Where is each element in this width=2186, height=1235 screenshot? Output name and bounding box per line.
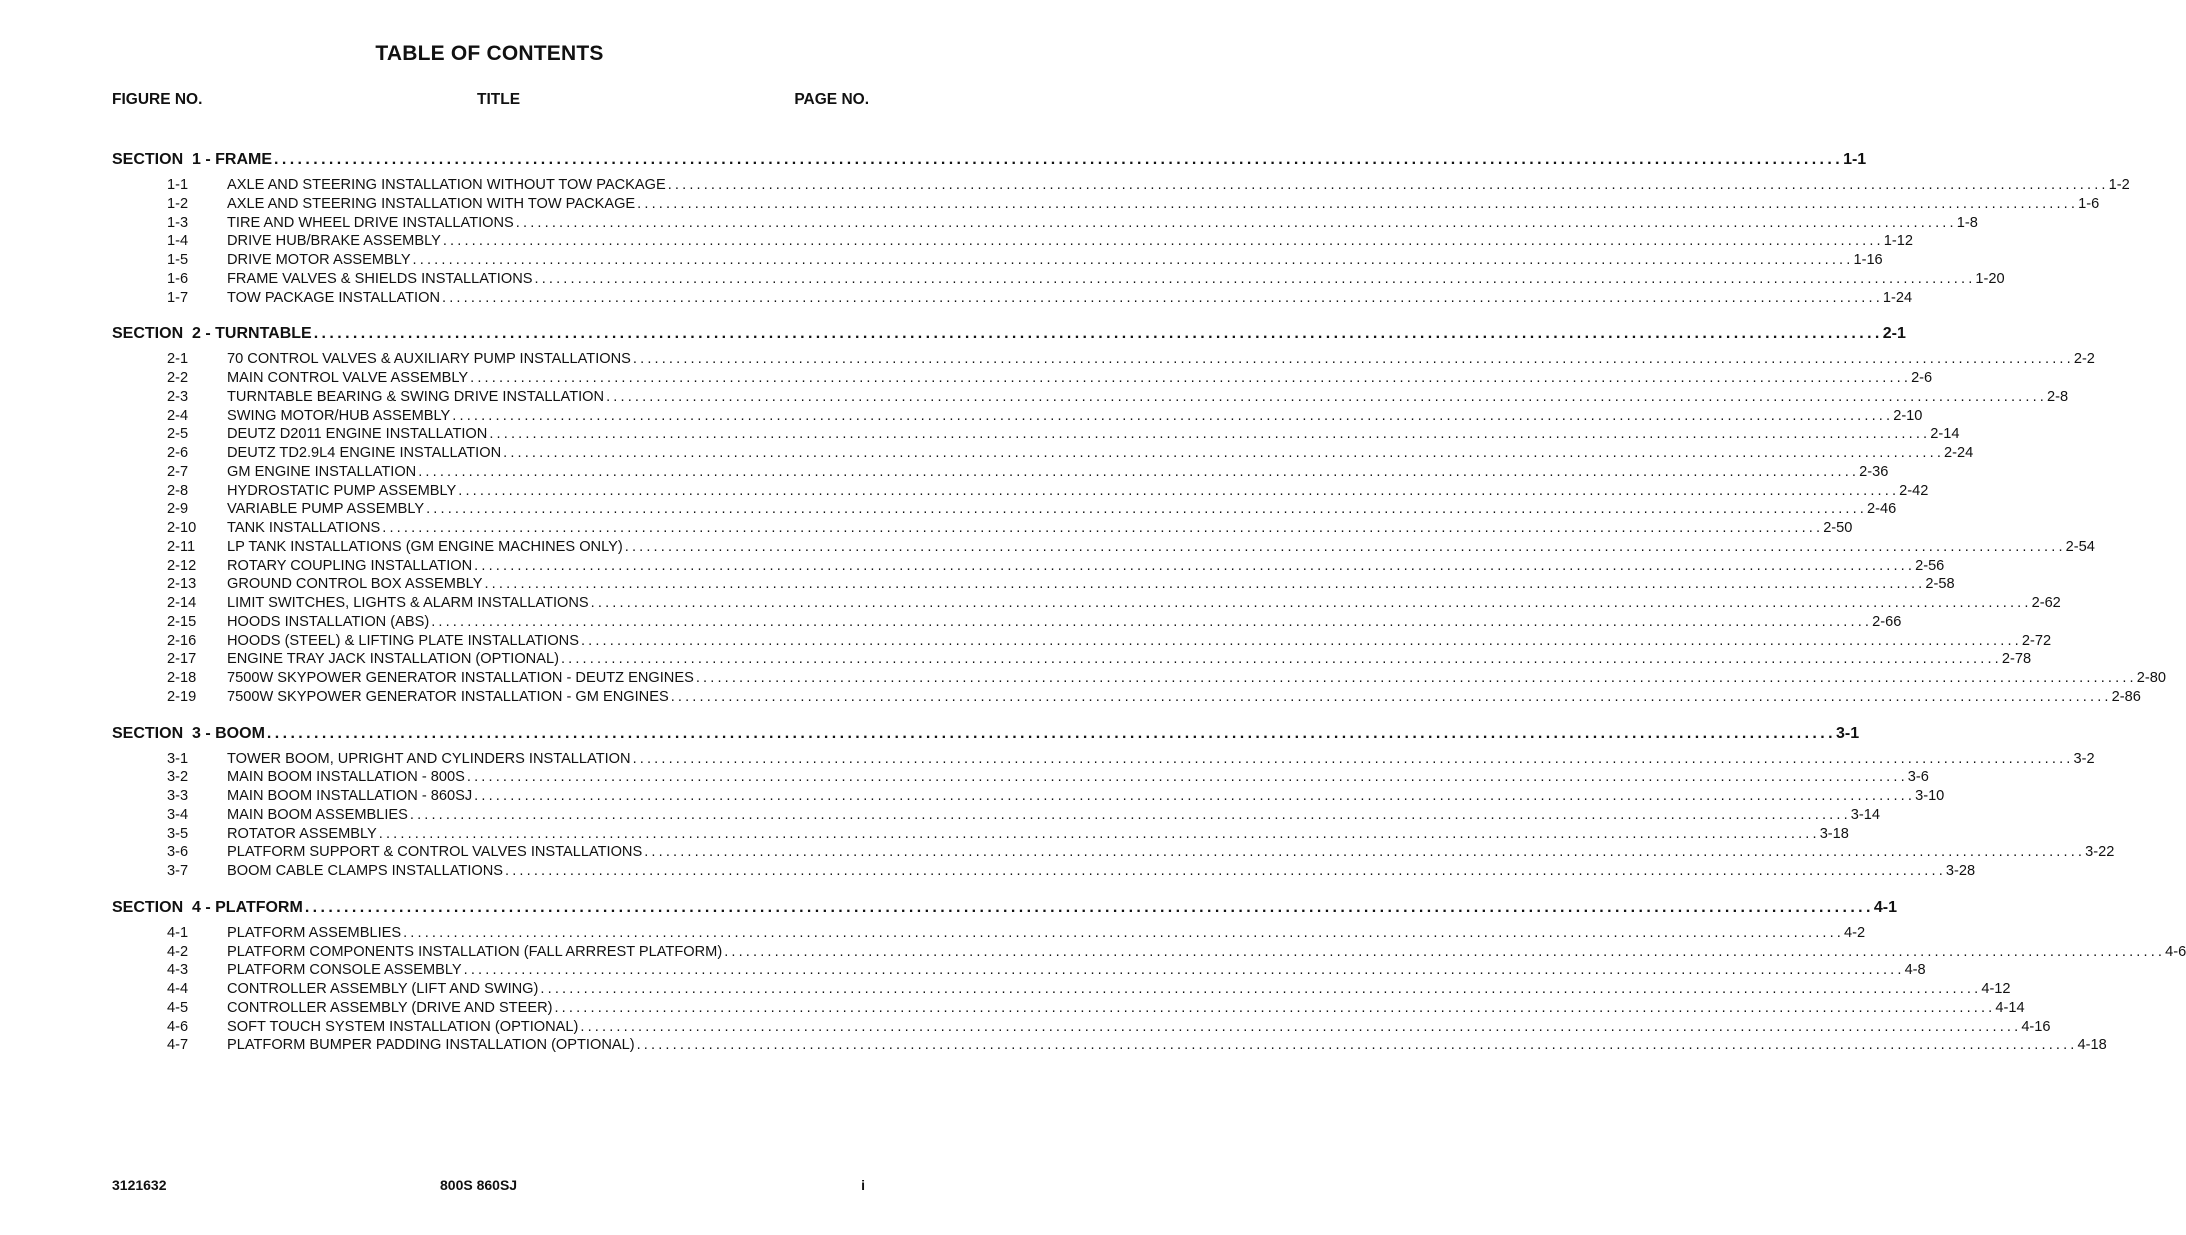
dot-leader: ........................................................................................................................................................................................................ [590, 595, 2032, 611]
figure-number: 2-3 [167, 388, 189, 405]
figure-title: 7500W SKYPOWER GENERATOR INSTALLATION - GM ENGINES [227, 688, 669, 705]
figure-title: MAIN CONTROL VALVE ASSEMBLY [227, 370, 469, 386]
dot-leader: ........................................................................................................................................................................................................ [484, 576, 1926, 593]
figure-title: GM ENGINE INSTALLATION [227, 463, 417, 480]
figure-number: 2-5 [167, 426, 189, 443]
figure-title: FRAME VALVES & SHIELDS INSTALLATIONS [227, 270, 533, 287]
section-page-number: 3-1 [1835, 724, 1860, 742]
figure-title: LIMIT SWITCHES, LIGHTS & ALARM INSTALLATIONS [227, 595, 589, 611]
figure-page-number: 4-16 [2021, 1018, 2051, 1035]
toc-entry[interactable] [112, 651, 2032, 670]
toc-entry[interactable] [112, 445, 1974, 464]
dot-leader: ........................................................................................................................................................................................................ [667, 177, 2109, 193]
figure-title: TURNTABLE BEARING & SWING DRIVE INSTALLATION [227, 388, 605, 405]
figure-title: 7500W SKYPOWER GENERATOR INSTALLATION - DEUTZ ENGINES [227, 670, 694, 686]
dot-leader: ........................................................................................................................................................................................................ [470, 370, 1912, 386]
toc-entry[interactable] [112, 270, 2005, 290]
section-heading-row[interactable] [112, 151, 1867, 175]
toc-entry[interactable] [112, 844, 2115, 863]
figure-number: 1-3 [167, 214, 189, 231]
figure-page-number: 4-2 [1844, 924, 1866, 941]
figure-number: 1-1 [167, 177, 189, 193]
figure-title: AXLE AND STEERING INSTALLATION WITHOUT TOW PACKAGE [227, 177, 666, 193]
section-page-number: 1-1 [1843, 151, 1867, 168]
figure-title: DRIVE MOTOR ASSEMBLY [227, 252, 411, 268]
dot-leader: ........................................................................................................................................................................................................ [418, 463, 1860, 480]
toc-entry[interactable] [112, 981, 2011, 1000]
dot-leader: ........................................................................................................................................................................................................ [632, 351, 2074, 368]
dot-leader: ........................................................................................................................................................................................................ [505, 863, 1946, 879]
figure-title: DEUTZ D2011 ENGINE INSTALLATION [227, 426, 488, 443]
figure-title: CONTROLLER ASSEMBLY (DRIVE AND STEER) [227, 999, 553, 1016]
figure-number: 2-7 [167, 463, 189, 480]
figure-number: 1-6 [167, 270, 189, 287]
figure-number: 2-15 [167, 613, 197, 630]
figure-page-number: 2-54 [2065, 538, 2095, 555]
figure-title: BOOM CABLE CLAMPS INSTALLATIONS [227, 863, 503, 879]
figure-title: PLATFORM CONSOLE ASSEMBLY [227, 962, 462, 979]
toc-entry[interactable] [112, 177, 2130, 196]
section-label: SECTION 3 - BOOM [112, 724, 265, 742]
figure-number: 3-3 [167, 788, 189, 804]
toc-entry[interactable] [112, 501, 1897, 520]
figure-title: PLATFORM SUPPORT & CONTROL VALVES INSTALLATIONS [227, 844, 643, 861]
toc-entry[interactable] [112, 289, 1913, 309]
toc-entry[interactable] [112, 769, 1929, 788]
toc-entry[interactable] [112, 351, 2095, 370]
toc-entry[interactable] [112, 482, 1929, 502]
figure-page-number: 2-80 [2136, 670, 2166, 686]
figure-title: TOW PACKAGE INSTALLATION [227, 289, 440, 306]
figure-page-number: 2-10 [1893, 407, 1923, 424]
section-heading-row[interactable] [112, 325, 1906, 349]
toc-entry[interactable] [112, 214, 1978, 234]
dot-leader: ........................................................................................................................................................................................................ [724, 943, 2166, 960]
dot-leader: ........................................................................................................................................................................................................ [313, 325, 1883, 343]
figure-number: 4-5 [167, 999, 189, 1016]
toc-entry[interactable] [112, 520, 1853, 539]
toc-entry[interactable] [112, 370, 1933, 389]
dot-leader: ........................................................................................................................................................................................................ [412, 252, 1854, 268]
figure-number: 4-7 [167, 1037, 189, 1054]
figure-page-number: 1-12 [1883, 233, 1913, 250]
figure-number: 1-7 [167, 289, 189, 306]
figure-title: TIRE AND WHEEL DRIVE INSTALLATIONS [227, 214, 514, 231]
figure-title: VARIABLE PUMP ASSEMBLY [227, 501, 425, 518]
figure-title: AXLE AND STEERING INSTALLATION WITH TOW PACKAGE [227, 195, 636, 212]
figure-title: HYDROSTATIC PUMP ASSEMBLY [227, 482, 457, 499]
toc-entry[interactable] [112, 233, 1913, 252]
title-header: TITLE [477, 91, 521, 108]
figure-page-number: 2-50 [1823, 520, 1853, 536]
figure-title: PLATFORM BUMPER PADDING INSTALLATION (OPTIONAL) [227, 1037, 635, 1054]
dot-leader: ........................................................................................................................................................................................................ [466, 769, 1908, 786]
toc-entry[interactable] [112, 557, 1945, 577]
figure-page-number: 4-12 [1981, 981, 2011, 997]
section-label: SECTION 4 - PLATFORM [112, 898, 303, 916]
figure-number: 1-4 [167, 233, 189, 250]
figure-title: LP TANK INSTALLATIONS (GM ENGINE MACHINES ONLY) [227, 538, 623, 555]
figure-number: 2-2 [167, 370, 189, 386]
figure-title: CONTROLLER ASSEMBLY (LIFT AND SWING) [227, 981, 539, 997]
toc-entry[interactable] [112, 670, 2166, 689]
figure-page-number: 3-28 [1945, 863, 1976, 879]
toc-section [112, 151, 2130, 308]
dot-leader: ........................................................................................................................................................................................................ [431, 613, 1873, 630]
toc-entry[interactable] [112, 924, 1866, 944]
figure-number: 2-17 [167, 651, 197, 668]
figure-page-number: 1-16 [1853, 252, 1883, 268]
figure-title: HOODS INSTALLATION (ABS) [227, 613, 430, 630]
figure-page-number: 4-18 [2077, 1037, 2107, 1054]
figure-page-number: 3-18 [1819, 825, 1849, 842]
toc-entry[interactable] [112, 595, 2061, 614]
figure-page-number: 3-6 [1907, 769, 1929, 786]
figure-number: 3-2 [167, 769, 189, 786]
figure-number: 3-6 [167, 844, 189, 861]
dot-leader: ........................................................................................................................................................................................................ [636, 1037, 2078, 1054]
figure-number: 4-4 [167, 981, 189, 997]
table-of-contents [112, 151, 2186, 1073]
figure-title: MAIN BOOM INSTALLATION - 860SJ [227, 788, 473, 804]
figure-list [112, 177, 2130, 308]
figure-page-number: 1-24 [1882, 289, 1913, 306]
figure-page-number: 1-2 [2108, 177, 2130, 193]
figure-number: 2-18 [167, 670, 197, 686]
figure-number: 2-9 [167, 501, 189, 518]
figure-number: 3-1 [167, 750, 189, 767]
figure-page-number: 3-14 [1850, 806, 1880, 823]
figure-number: 3-4 [167, 806, 189, 823]
dot-leader: ........................................................................................................................................................................................................ [274, 151, 1844, 168]
dot-leader: ........................................................................................................................................................................................................ [503, 445, 1945, 461]
figure-number: 2-10 [167, 520, 197, 536]
toc-entry[interactable] [112, 252, 1883, 271]
figure-page-number: 2-66 [1872, 613, 1902, 630]
dot-leader: ........................................................................................................................................................................................................ [489, 426, 1931, 443]
dot-leader: ........................................................................................................................................................................................................ [382, 520, 1824, 536]
figure-number: 4-2 [167, 943, 189, 960]
figure-number: 2-12 [167, 557, 197, 574]
dot-leader: ........................................................................................................................................................................................................ [580, 1018, 2022, 1035]
toc-entry[interactable] [112, 788, 1945, 807]
dot-leader: ........................................................................................................................................................................................................ [442, 233, 1884, 250]
figure-page-number: 2-46 [1867, 501, 1897, 518]
figure-number: 1-2 [167, 195, 189, 212]
figure-number: 2-1 [167, 351, 189, 368]
figure-page-number: 3-22 [2085, 844, 2115, 861]
toc-entry[interactable] [112, 632, 2052, 652]
dot-leader: ........................................................................................................................................................................................................ [624, 538, 2066, 555]
figure-number: 2-8 [167, 482, 189, 499]
section-label: SECTION 1 - FRAME [112, 151, 273, 168]
toc-entry[interactable] [112, 407, 1923, 427]
toc-section [112, 898, 2186, 1056]
figure-list [112, 750, 2115, 882]
figure-number: 4-6 [167, 1018, 189, 1035]
figure-list [112, 351, 2166, 707]
dot-leader: ........................................................................................................................................................................................................ [426, 501, 1868, 518]
toc-entry[interactable] [112, 426, 1960, 445]
figure-page-number: 2-78 [2001, 651, 2032, 668]
figure-number: 2-13 [167, 576, 197, 593]
dot-leader: ........................................................................................................................................................................................................ [463, 962, 1905, 979]
toc-entry[interactable] [112, 1018, 2051, 1038]
dot-leader: ........................................................................................................................................................................................................ [452, 407, 1894, 424]
figure-title: 70 CONTROL VALVES & AUXILIARY PUMP INSTALLATIONS [227, 351, 631, 368]
figure-page-number: 4-6 [2165, 943, 2186, 960]
section-page-number: 2-1 [1882, 325, 1906, 343]
figure-page-number: 3-2 [2073, 750, 2095, 767]
figure-number: 3-5 [167, 825, 189, 842]
figure-no-header: FIGURE NO. [112, 91, 203, 108]
footer-doc-number: 3121632 [112, 1177, 167, 1193]
figure-title: TANK INSTALLATIONS [227, 520, 381, 536]
toc-entry[interactable] [112, 463, 1889, 483]
footer-page-number: i [861, 1177, 865, 1193]
figure-title: ENGINE TRAY JACK INSTALLATION (OPTIONAL) [227, 651, 559, 668]
figure-number: 3-7 [167, 863, 189, 879]
dot-leader: ........................................................................................................................................................................................................ [409, 806, 1851, 823]
figure-page-number: 2-2 [2073, 351, 2095, 368]
toc-entry[interactable] [112, 750, 2095, 770]
dot-leader: ........................................................................................................................................................................................................ [560, 651, 2002, 668]
figure-page-number: 4-8 [1904, 962, 1926, 979]
page-no-header: PAGE NO. [794, 91, 869, 108]
dot-leader: ........................................................................................................................................................................................................ [632, 750, 2074, 767]
figure-title: TOWER BOOM, UPRIGHT AND CYLINDERS INSTALLATION [227, 750, 631, 767]
toc-entry[interactable] [112, 688, 2141, 708]
toc-entry[interactable] [112, 388, 2069, 408]
dot-leader: ........................................................................................................................................................................................................ [540, 981, 1982, 997]
dot-leader: ........................................................................................................................................................................................................ [534, 270, 1976, 287]
figure-page-number: 2-56 [1915, 557, 1945, 574]
dot-leader: ........................................................................................................................................................................................................ [644, 844, 2086, 861]
figure-page-number: 1-20 [1975, 270, 2005, 287]
section-label: SECTION 2 - TURNTABLE [112, 325, 312, 343]
dot-leader: ........................................................................................................................................................................................................ [515, 214, 1957, 231]
figure-title: PLATFORM ASSEMBLIES [227, 924, 402, 941]
figure-title: MAIN BOOM INSTALLATION - 800S [227, 769, 465, 786]
figure-title: DRIVE HUB/BRAKE ASSEMBLY [227, 233, 441, 250]
toc-entry[interactable] [112, 863, 1976, 882]
figure-title: MAIN BOOM ASSEMBLIES [227, 806, 408, 823]
figure-number: 2-4 [167, 407, 189, 424]
dot-leader: ........................................................................................................................................................................................................ [580, 632, 2022, 649]
dot-leader: ........................................................................................................................................................................................................ [442, 289, 1883, 306]
figure-page-number: 1-6 [2078, 195, 2100, 212]
figure-page-number: 2-42 [1899, 482, 1929, 499]
figure-title: SOFT TOUCH SYSTEM INSTALLATION (OPTIONAL) [227, 1018, 579, 1035]
toc-entry[interactable] [112, 195, 2100, 215]
dot-leader: ........................................................................................................................................................................................................ [266, 724, 1836, 742]
toc-section [112, 724, 2115, 882]
figure-title: ROTATOR ASSEMBLY [227, 825, 377, 842]
toc-entry[interactable] [112, 538, 2095, 558]
toc-entry[interactable] [112, 613, 1902, 633]
toc-section [112, 325, 2166, 707]
figure-number: 1-5 [167, 252, 189, 268]
figure-number: 4-3 [167, 962, 189, 979]
figure-page-number: 4-14 [1995, 999, 2025, 1016]
footer-model: 800S 860SJ [440, 1177, 518, 1193]
toc-entry[interactable] [112, 962, 1926, 981]
figure-page-number: 2-58 [1925, 576, 1955, 593]
figure-number: 2-6 [167, 445, 189, 461]
section-heading-row[interactable] [112, 898, 1897, 923]
figure-page-number: 2-72 [2021, 632, 2052, 649]
figure-page-number: 2-24 [1944, 445, 1974, 461]
figure-title: HOODS (STEEL) & LIFTING PLATE INSTALLATIONS [227, 632, 579, 649]
figure-title: SWING MOTOR/HUB ASSEMBLY [227, 407, 451, 424]
figure-page-number: 2-14 [1930, 426, 1960, 443]
dot-leader: ........................................................................................................................................................................................................ [403, 924, 1845, 941]
figure-number: 2-14 [167, 595, 197, 611]
dot-leader: ........................................................................................................................................................................................................ [670, 688, 2112, 705]
figure-page-number: 1-8 [1956, 214, 1978, 231]
toc-entry[interactable] [112, 943, 2186, 963]
figure-number: 2-11 [167, 538, 196, 555]
figure-number: 2-16 [167, 632, 197, 649]
toc-entry[interactable] [112, 825, 1849, 845]
figure-number: 2-19 [167, 688, 197, 705]
figure-list [112, 924, 2186, 1056]
figure-title: GROUND CONTROL BOX ASSEMBLY [227, 576, 483, 593]
figure-page-number: 3-10 [1915, 788, 1945, 804]
figure-title: DEUTZ TD2.9L4 ENGINE INSTALLATION [227, 445, 502, 461]
page-title: TABLE OF CONTENTS [375, 42, 604, 65]
section-heading-row[interactable] [112, 724, 1860, 749]
section-page-number: 4-1 [1873, 898, 1897, 916]
figure-page-number: 2-6 [1911, 370, 1933, 386]
dot-leader: ........................................................................................................................................................................................................ [695, 670, 2137, 686]
dot-leader: ........................................................................................................................................................................................................ [606, 388, 2047, 405]
dot-leader: ........................................................................................................................................................................................................ [304, 898, 1874, 916]
toc-entry[interactable] [112, 1037, 2107, 1056]
dot-leader: ........................................................................................................................................................................................................ [458, 482, 1900, 499]
toc-entry[interactable] [112, 576, 1955, 595]
dot-leader: ........................................................................................................................................................................................................ [637, 195, 2079, 212]
figure-title: ROTARY COUPLING INSTALLATION [227, 557, 473, 574]
toc-entry[interactable] [112, 999, 2025, 1019]
figure-title: PLATFORM COMPONENTS INSTALLATION (FALL ARRREST PLATFORM) [227, 943, 723, 960]
figure-page-number: 2-36 [1859, 463, 1889, 480]
dot-leader: ........................................................................................................................................................................................................ [554, 999, 1996, 1016]
figure-page-number: 2-86 [2111, 688, 2141, 705]
figure-number: 4-1 [167, 924, 189, 941]
dot-leader: ........................................................................................................................................................................................................ [474, 788, 1916, 804]
figure-page-number: 2-8 [2047, 388, 2069, 405]
toc-entry[interactable] [112, 806, 1880, 826]
dot-leader: ........................................................................................................................................................................................................ [474, 557, 1916, 574]
dot-leader: ........................................................................................................................................................................................................ [378, 825, 1820, 842]
figure-page-number: 2-62 [2031, 595, 2061, 611]
